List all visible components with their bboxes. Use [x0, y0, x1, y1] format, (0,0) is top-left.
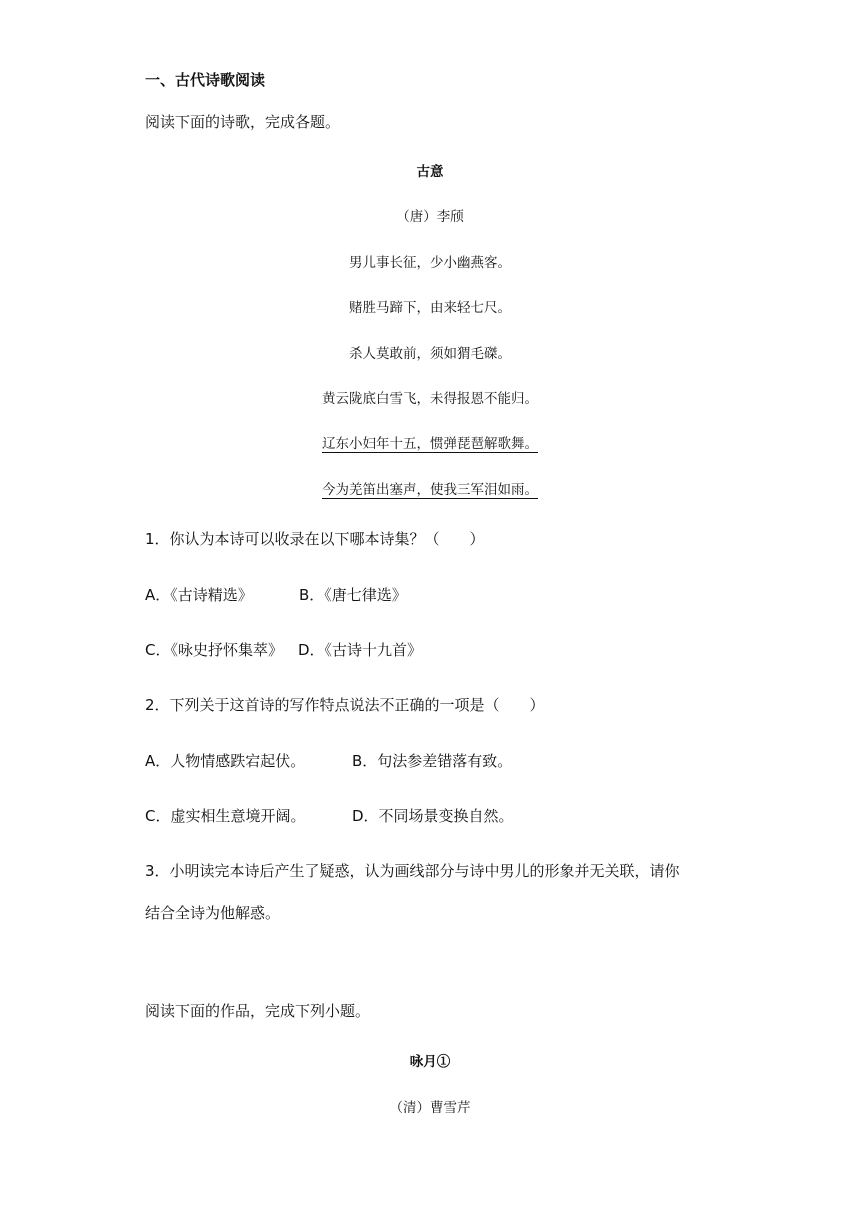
section-heading: 一、古代诗歌阅读 — [145, 71, 266, 89]
question-1-option-a: A．《古诗精选》 — [145, 586, 253, 604]
question-1-option-c: C．《咏史抒怀集萃》 — [145, 641, 283, 659]
poem-line-2: 赌胜马蹄下，由来轻七尺。 — [349, 300, 511, 316]
question-1-option-d: D．《古诗十九首》 — [298, 641, 423, 659]
question-2-option-d: D．不同场景变换自然。 — [352, 807, 514, 825]
poem-author: （唐）李颀 — [396, 209, 464, 225]
question-3-stem-line-1: 3．小明读完本诗后产生了疑惑，认为画线部分与诗中男儿的形象并无关联，请你 — [145, 862, 680, 880]
poem-2-title: 咏月① — [409, 1054, 451, 1070]
question-2-option-a: A．人物情感跌宕起伏。 — [145, 752, 306, 770]
poem-line-4: 黄云陇底白雪飞，未得报恩不能归。 — [322, 391, 538, 407]
question-1-option-b: B．《唐七律选》 — [299, 586, 407, 604]
poem-line-6-wrap — [0, 480, 860, 500]
question-1-stem: 1．你认为本诗可以收录在以下哪本诗集？（ ） — [145, 530, 485, 548]
poem-title: 古意 — [416, 164, 444, 180]
question-2-option-b: B．句法参差错落有致。 — [352, 752, 513, 770]
poem-2-author: （清）曹雪芹 — [389, 1100, 471, 1116]
question-3-stem-line-2: 结合全诗为他解惑。 — [145, 904, 281, 922]
question-2-option-c: C．虚实相生意境开阔。 — [145, 807, 306, 825]
section-instruction: 阅读下面的诗歌，完成各题。 — [145, 113, 341, 131]
section-2-instruction: 阅读下面的作品，完成下列小题。 — [145, 1002, 371, 1020]
poem-line-1: 男儿事长征，少小幽燕客。 — [349, 255, 511, 271]
poem-line-5-wrap — [0, 434, 860, 454]
poem-line-6-underlined: 今为羌笛出塞声，使我三军泪如雨。 — [322, 482, 538, 498]
question-2-stem: 2．下列关于这首诗的写作特点说法不正确的一项是（ ） — [145, 696, 545, 714]
poem-line-3: 杀人莫敢前，须如猬毛磔。 — [349, 346, 511, 362]
poem-line-5-underlined: 辽东小妇年十五，惯弹琵琶解歌舞。 — [322, 436, 538, 452]
